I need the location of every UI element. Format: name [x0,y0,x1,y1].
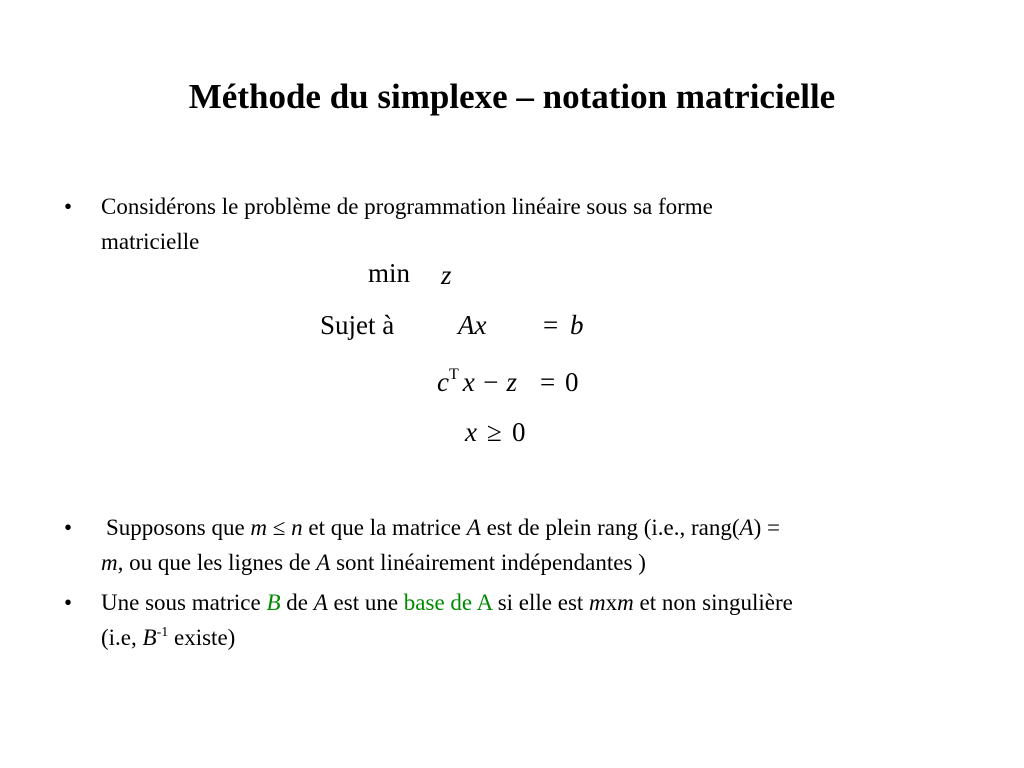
matrix-B-highlight: B [266,590,281,615]
constraint-2-rest: x − z [462,367,517,397]
transpose-mark: T [448,366,459,383]
bullet-1-line-2: matricielle [101,229,200,254]
constraint-2-lhs [437,366,517,398]
constraint-3-x: x [465,417,477,447]
constraint-2-c: c [437,367,449,397]
min-label: min [368,258,411,288]
bullet-1 [101,189,981,259]
slide-title: Méthode du simplexe – notation matricielle [188,77,836,116]
base-de-A-highlight: base de A [403,590,492,615]
subject-to-label: Sujet à [320,310,395,340]
bullet-marker: • [64,194,73,219]
constraint-3-rhs: 0 [512,417,526,447]
bullet-3 [101,585,981,655]
bullet-2-line-2: m, ou que les lignes de A sont linéairement indépendantes ) [101,550,646,575]
bullet-1-line-1: Considérons le problème de programmation linéaire sous sa forme [101,194,713,219]
constraint-1-lhs: Ax [458,310,487,340]
bullet-marker: • [64,590,73,615]
objective-variable: z [441,260,452,290]
bullet-marker: • [64,515,73,540]
bullet-2-line-1: Supposons que m ≤ n et que la matrice A est de plein rang (i.e., rang(A) = [106,515,780,540]
bullet-3-line-1: Une sous matrice B de A est une base de A si elle est mxm et non singulière [101,590,793,615]
constraint-1-eq: = [543,310,559,340]
constraint-2-rhs: 0 [565,367,579,397]
constraint-1-rhs: b [570,310,584,340]
bullet-2 [101,510,986,580]
bullet-3-line-2: (i.e, $B^{-1}$ existe) [101,625,236,650]
constraint-2-eq: = [540,367,556,397]
constraint-3-ge: ≥ [487,417,502,447]
